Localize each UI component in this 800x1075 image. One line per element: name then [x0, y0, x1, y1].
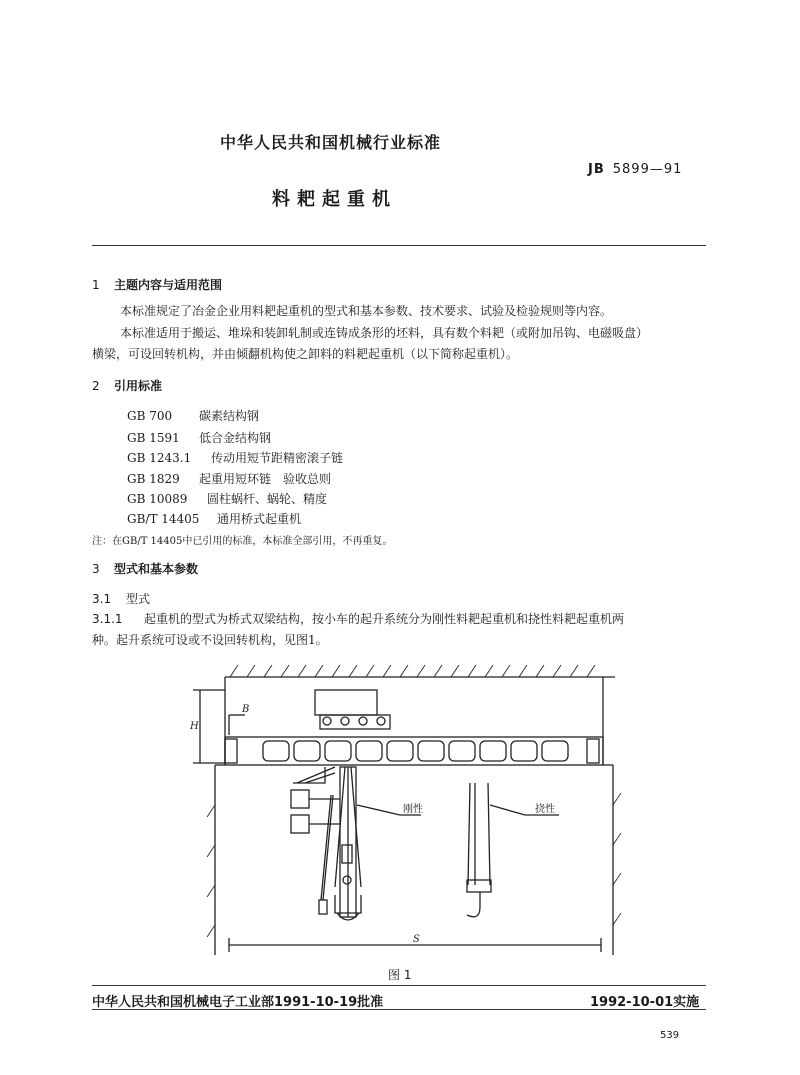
reference-item: GB/T 14405 通用桥式起重机 [127, 512, 302, 526]
flexible-label: 挠性 [535, 804, 555, 815]
reference-item: GB 1243.1 传动用短节距精密滚子链 [127, 451, 344, 465]
subsection-3-1-heading: 3.1 型式 [92, 592, 151, 606]
subsection-3-1-1-paragraph-cont: 种。起升系统可设或不设回转机构，见图1。 [92, 633, 328, 647]
document-title: 料耙起重机 [272, 189, 397, 210]
dimension-label-b: B [242, 704, 250, 715]
section-2-heading: 2 引用标准 [92, 379, 163, 393]
figure-caption: 图 1 [388, 968, 412, 982]
page-number: 539 [660, 1030, 680, 1041]
reference-item: GB 10089 圆柱蜗杆、蜗轮、精度 [127, 492, 328, 506]
footer-divider [92, 985, 706, 986]
standard-number: 5899—91 [612, 162, 683, 177]
effective-date: 1992-10-01实施 [590, 995, 700, 1010]
dimension-label-h: H [190, 721, 199, 732]
approval-line: 中华人民共和国机械电子工业部1991-10-19批准 [92, 995, 384, 1010]
dimension-label-s: S [413, 934, 420, 945]
rigid-label: 刚性 [403, 804, 423, 815]
footer-divider-bottom [92, 1009, 706, 1010]
section-3-heading: 3 型式和基本参数 [92, 562, 199, 576]
reference-note: 注：在GB/T 14405中已引用的标准，本标准全部引用，不再重复。 [92, 536, 393, 547]
subsection-3-1-1-paragraph: 3.1.1 起重机的型式为桥式双梁结构，按小车的起升系统分为刚性料耙起重机和挠性料耙起重机两 [92, 612, 625, 626]
org-title: 中华人民共和国机械行业标准 [220, 133, 442, 152]
section-1-heading: 1 主题内容与适用范围 [92, 278, 223, 292]
reference-item: GB 1591 低合金结构钢 [127, 431, 272, 445]
reference-item: GB 1829 起重用短环链 验收总则 [127, 472, 332, 486]
standard-code [588, 162, 682, 177]
figure-1-crane-drawing [185, 655, 625, 960]
section-1-paragraph-1: 本标准规定了冶金企业用料耙起重机的型式和基本参数、技术要求、试验及检验规则等内容。 [120, 304, 613, 318]
standard-prefix: JB [588, 162, 605, 177]
section-1-paragraph-2a: 本标准适用于搬运、堆垛和装卸轧制或连铸成条形的坯料，具有数个料耙（或附加吊钩、电磁吸盘） [120, 326, 649, 340]
header-divider [92, 245, 706, 246]
section-1-paragraph-2b: 横梁，可设回转机构，并由倾翻机构使之卸料的料耙起重机（以下简称起重机）。 [92, 347, 519, 361]
reference-item: GB 700 碳素结构钢 [127, 409, 260, 423]
